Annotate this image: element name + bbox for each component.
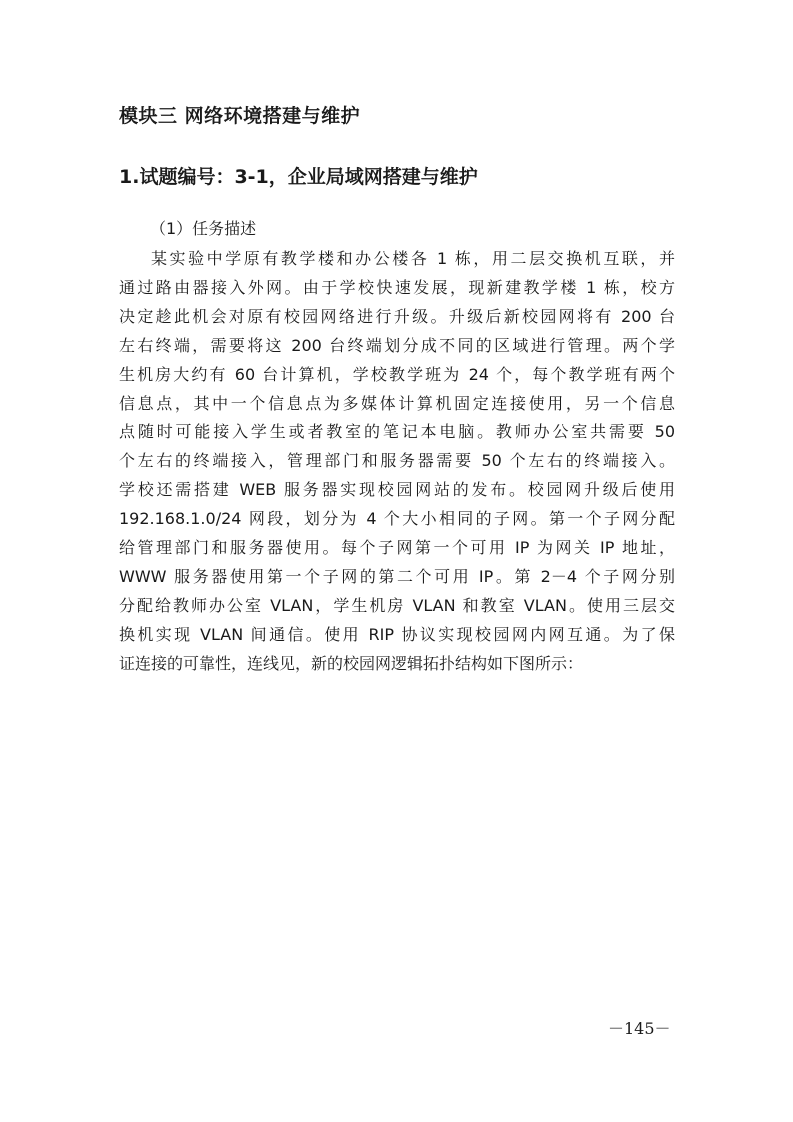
- page-number: －145－: [608, 1019, 671, 1038]
- paragraph-line: 通过路由器接入外网。由于学校快速发展，现新建教学楼 1 栋，校方: [119, 277, 675, 297]
- paragraph-line: 个左右的终端接入，管理部门和服务器需要 50 个左右的终端接入。: [119, 451, 675, 471]
- paragraph-line: 生机房大约有 60 台计算机，学校教学班为 24 个，每个教学班有两个: [119, 364, 675, 384]
- paragraph-line: 分配给教师办公室 VLAN，学生机房 VLAN 和教室 VLAN。使用三层交: [119, 595, 675, 615]
- section-label: （1）任务描述: [150, 219, 257, 238]
- paragraph-line: WWW 服务器使用第一个子网的第二个可用 IP。第 2－4 个子网分别: [119, 566, 675, 586]
- paragraph-line: 点随时可能接入学生或者教室的笔记本电脑。教师办公室共需要 50: [119, 422, 675, 442]
- exam-item-title: 1.试题编号：3-1，企业局域网搭建与维护: [119, 166, 478, 188]
- paragraph-line: 学校还需搭建 WEB 服务器实现校园网站的发布。校园网升级后使用: [119, 480, 675, 500]
- paragraph-line: 证连接的可靠性，连线见，新的校园网逻辑拓扑结构如下图所示：: [119, 653, 584, 673]
- paragraph-line: 192.168.1.0/24 网段，划分为 4 个大小相同的子网。第一个子网分配: [119, 509, 675, 529]
- paragraph-line: 换机实现 VLAN 间通信。使用 RIP 协议实现校园网内网互通。为了保: [119, 624, 675, 644]
- paragraph-line: 信息点，其中一个信息点为多媒体计算机固定连接使用，另一个信息: [119, 393, 675, 413]
- module-title: 模块三 网络环境搭建与维护: [119, 105, 361, 127]
- paragraph-line: 给管理部门和服务器使用。每个子网第一个可用 IP 为网关 IP 地址，: [119, 538, 675, 558]
- paragraph-line: 某实验中学原有教学楼和办公楼各 1 栋，用二层交换机互联，并: [151, 249, 675, 268]
- paragraph-line: 决定趁此机会对原有校园网络进行升级。升级后新校园网将有 200 台: [119, 306, 675, 326]
- paragraph-line: 左右终端，需要将这 200 台终端划分成不同的区域进行管理。两个学: [119, 335, 675, 355]
- task-description-paragraph: [119, 245, 675, 679]
